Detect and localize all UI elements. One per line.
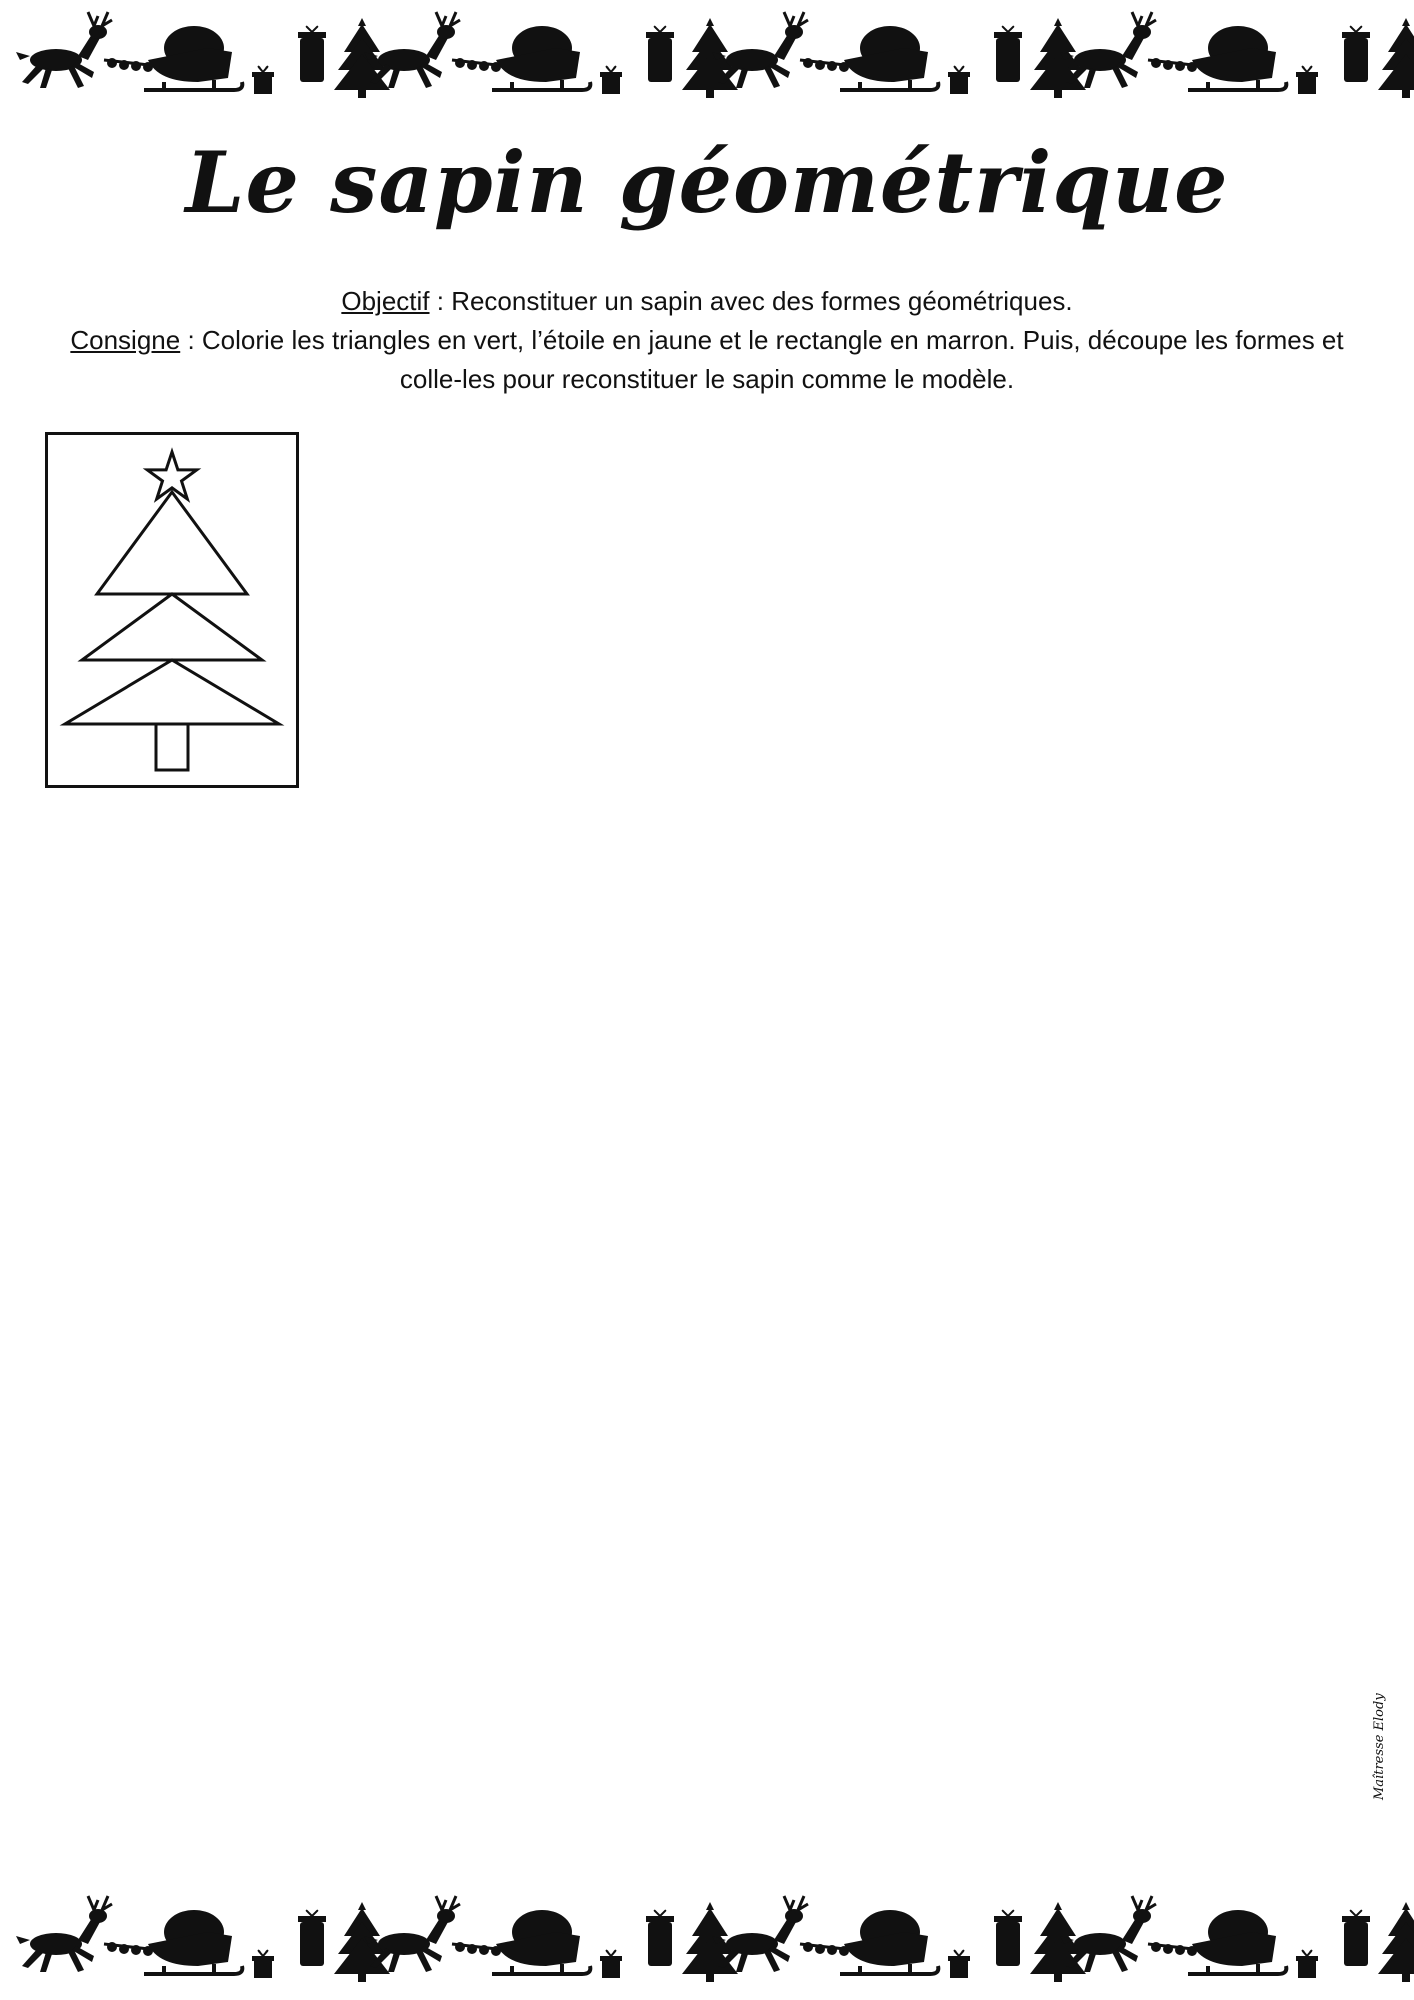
trunk-rectangle xyxy=(156,724,188,770)
instruction-separator: : xyxy=(180,325,202,355)
objective-text: Reconstituer un sapin avec des formes géométriques. xyxy=(451,286,1073,316)
objective-label: Objectif xyxy=(341,286,430,316)
instruction-line xyxy=(50,321,1364,399)
border-bottom xyxy=(0,1892,1414,1992)
instruction-text: Colorie les triangles en vert, l’étoile en jaune et le rectangle en marron. Puis, découpe les formes et colle-les pour reconstituer le sapin comme le modèle. xyxy=(201,325,1344,394)
model-tree-box xyxy=(45,432,299,788)
objective-line xyxy=(50,282,1364,321)
border-top xyxy=(0,8,1414,108)
objective-separator: : xyxy=(429,286,452,316)
instructions xyxy=(50,282,1364,399)
signature: Maîtresse Elody xyxy=(1372,1693,1387,1800)
page-title: Le sapin géométrique xyxy=(185,133,1229,232)
instruction-label: Consigne xyxy=(70,325,181,355)
